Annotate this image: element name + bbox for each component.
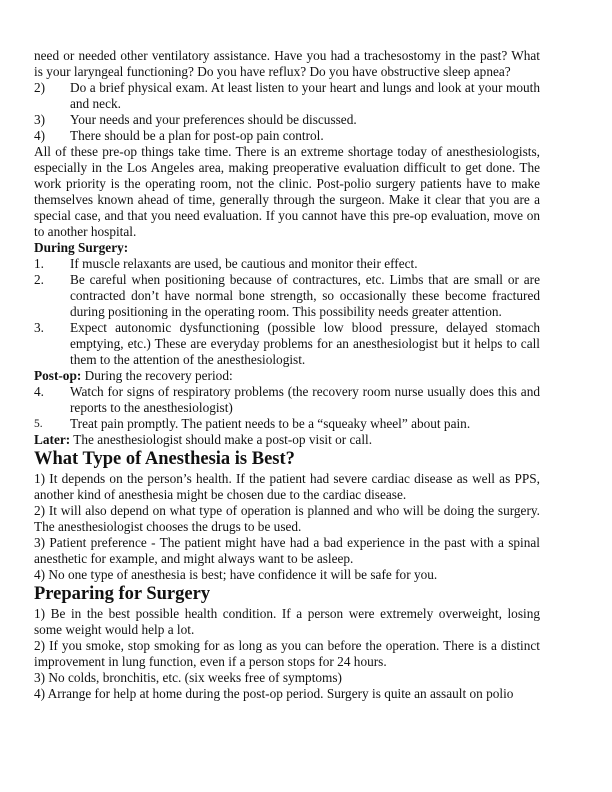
answer-item: 4) No one type of anesthesia is best; have confidence it will be safe for you. xyxy=(34,567,438,582)
later-line xyxy=(34,432,540,448)
list-text: Expect autonomic dysfunctioning (possible low blood pressure, delayed stomach emptying, etc.) These are everyday problems for an anesthesiologist but it helps to call them to the attention of the anesthesiologist. xyxy=(70,320,540,367)
answer-item: 4) Arrange for help at home during the post-op period. Surgery is quite an assault on polio xyxy=(34,686,514,701)
postop-label: Post-op: xyxy=(34,368,82,383)
answer-item: 1) It depends on the person’s health. If the patient had severe cardiac disease as well as PPS, another kind of anesthesia might be chosen due to the cardiac disease. xyxy=(34,471,540,502)
section-heading-anesthesia: What Type of Anesthesia is Best? xyxy=(34,449,295,469)
preop-item xyxy=(34,112,540,128)
answer-item: 2) If you smoke, stop smoking for as long as you can before the operation. There is a distinct improvement in lung function, even if a person stops for 24 hours. xyxy=(34,638,540,669)
list-number: 3) xyxy=(34,112,46,127)
answer-item: 1) Be in the best possible health condition. If a person were extremely overweight, losing some weight would help a lot. xyxy=(34,606,540,637)
section-heading-preparing: Preparing for Surgery xyxy=(34,584,211,604)
later-label: Later: xyxy=(34,432,71,447)
later-text: The anesthesiologist should make a post-op visit or call. xyxy=(70,432,373,447)
list-text: There should be a plan for post-op pain control. xyxy=(70,128,324,143)
list-number: 5. xyxy=(34,418,43,430)
document-page xyxy=(34,48,540,702)
postop-item xyxy=(34,416,540,432)
preop-item xyxy=(34,128,540,144)
preop-item xyxy=(34,80,540,112)
during-item xyxy=(34,256,540,272)
list-text: If muscle relaxants are used, be cautious and monitor their effect. xyxy=(70,256,418,271)
answer-item: 2) It will also depend on what type of operation is planned and who will be doing the surgery. The anesthesiologist chooses the drugs to be used. xyxy=(34,503,540,534)
intro-paragraph: need or needed other ventilatory assistance. Have you had a trachesostomy in the past? What is your laryngeal functioning? Do you have reflux? Do you have obstructive sleep apnea? xyxy=(34,48,540,79)
list-text: Treat pain promptly. The patient needs to be a “squeaky wheel” about pain. xyxy=(70,416,471,431)
during-item xyxy=(34,320,540,368)
list-number: 4) xyxy=(34,128,46,143)
answer-item: 3) Patient preference - The patient might have had a bad experience in the past with a spinal anesthetic for example, and might always want to be asleep. xyxy=(34,535,540,566)
list-text: Watch for signs of respiratory problems (the recovery room nurse usually does this and reports to the anesthesiologist) xyxy=(70,384,540,415)
list-number: 2. xyxy=(34,272,44,287)
list-number: 3. xyxy=(34,320,44,335)
preop-paragraph: All of these pre-op things take time. There is an extreme shortage today of anesthesiologists, especially in the Los Angeles area, making preoperative evaluation difficult to get done. The work priority is the operating room, not the clinic. Post-polio surgery patients have to make themselves known ahead of time, generally through the surgeon. Make it clear that you are a special case, and that you need evaluation. If you cannot have this pre-op evaluation, move on to another hospital. xyxy=(34,144,540,239)
during-surgery-heading: During Surgery: xyxy=(34,240,129,255)
postop-line xyxy=(34,368,540,384)
list-text: Your needs and your preferences should be discussed. xyxy=(70,112,357,127)
postop-text: During the recovery period: xyxy=(81,368,233,383)
list-number: 1. xyxy=(34,256,44,271)
list-number: 4. xyxy=(34,384,44,399)
list-text: Be careful when positioning because of contractures, etc. Limbs that are small or are contracted don’t have normal bone strength, so occasionally these become fractured during positioning in the operating room. This possibility needs greater attention. xyxy=(70,272,540,319)
list-number: 2) xyxy=(34,80,46,95)
list-text: Do a brief physical exam. At least listen to your heart and lungs and look at your mouth and neck. xyxy=(70,80,540,111)
postop-item xyxy=(34,384,540,416)
answer-item: 3) No colds, bronchitis, etc. (six weeks free of symptoms) xyxy=(34,670,342,685)
during-item xyxy=(34,272,540,320)
